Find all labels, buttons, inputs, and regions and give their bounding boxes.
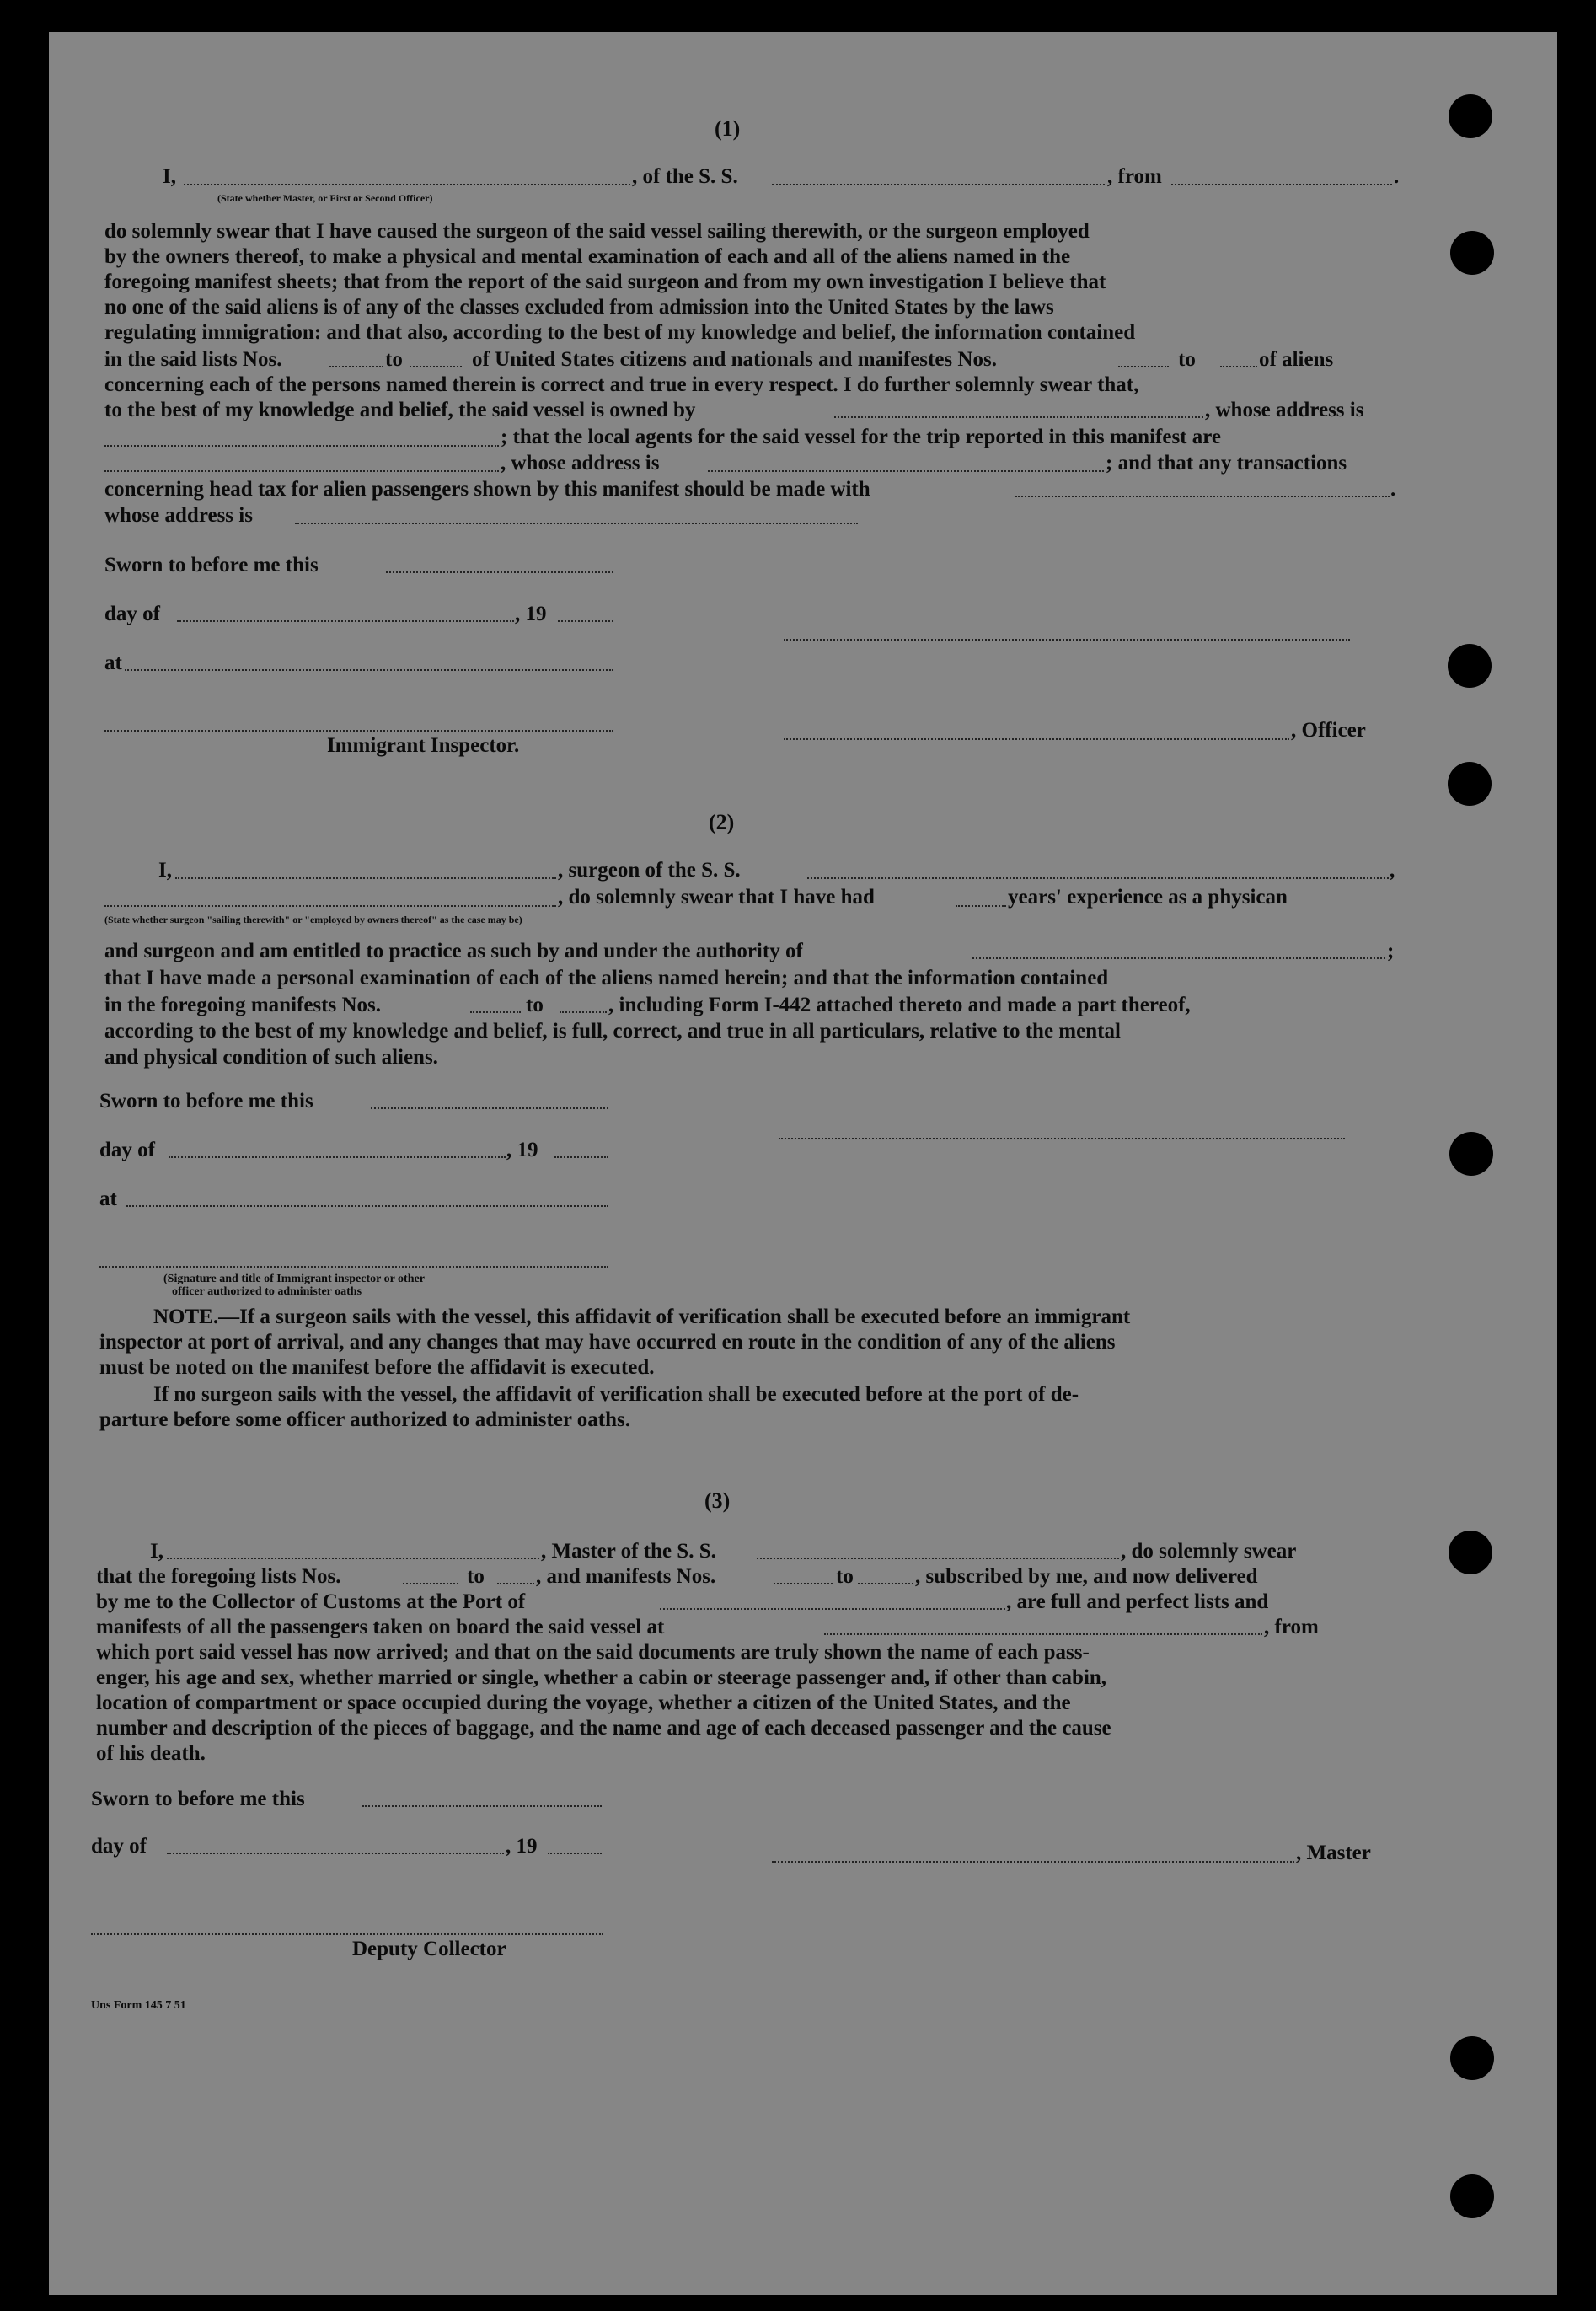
s1-at-label: at	[104, 651, 122, 674]
s1-text-line: whose address is	[104, 504, 253, 527]
s2-years-field[interactable]	[956, 905, 1006, 907]
s1-vessel-field[interactable]	[772, 184, 1105, 185]
punch-hole	[1449, 1531, 1492, 1574]
s3-lists-to-field[interactable]	[497, 1583, 534, 1584]
s3-embark-port-field[interactable]	[824, 1633, 1262, 1635]
s2-text-line: in the foregoing manifests Nos.	[104, 994, 382, 1016]
s2-signature-note: officer authorized to administer oaths	[172, 1285, 362, 1298]
s1-inspector-label: Immigrant Inspector.	[327, 734, 520, 757]
s3-text-line: , and manifests Nos.	[536, 1565, 716, 1588]
s2-sworn-label: Sworn to before me this	[99, 1090, 313, 1113]
s2-year-label: , 19	[506, 1139, 538, 1161]
punch-hole	[1450, 2036, 1494, 2080]
s3-deputy-signature-field[interactable]	[91, 1933, 603, 1935]
s1-text-line: foregoing manifest sheets; that from the report of the said surgeon and from my own investigation I believe that	[104, 271, 1106, 293]
s3-i-label: I,	[150, 1540, 163, 1563]
s2-year-field[interactable]	[554, 1156, 608, 1158]
s3-year-label: , 19	[506, 1835, 538, 1858]
s3-master-signature-field[interactable]	[772, 1861, 1294, 1863]
s2-day-label: day of	[99, 1139, 155, 1161]
s2-text-line: that I have made a personal examination of each of the aliens named herein; and that the information contained	[104, 967, 1109, 989]
s1-address-label: , whose address is	[501, 452, 660, 475]
s2-at-label: at	[99, 1188, 117, 1210]
form-number: Uns Form 145 7 51	[91, 1999, 186, 2012]
s1-text-line: concerning head tax for alien passengers shown by this manifest should be made with	[104, 478, 870, 501]
punch-hole	[1450, 231, 1494, 275]
s1-text-line: in the said lists Nos.	[104, 348, 282, 371]
s2-note-line: If no surgeon sails with the vessel, the affidavit of verification shall be executed before at the port of de-	[153, 1383, 1079, 1406]
s2-sworn-field[interactable]	[371, 1107, 608, 1109]
s1-address-label: , whose address is	[1205, 399, 1364, 421]
s1-period: .	[1390, 478, 1396, 501]
s3-master-sig-label: , Master	[1296, 1842, 1371, 1864]
s2-note-line: parture before some officer authorized to administer oaths.	[99, 1408, 630, 1431]
s1-i-label: I,	[163, 165, 176, 188]
s2-semicolon: ;	[1387, 940, 1395, 962]
section-3-number: (3)	[704, 1488, 731, 1513]
s2-comma: ,	[1390, 859, 1395, 882]
s3-text-line: location of compartment or space occupied during the voyage, whether a citizen of the United States, and the	[96, 1692, 1071, 1714]
s2-note-line: must be noted on the manifest before the affidavit is executed.	[99, 1356, 655, 1379]
s2-manifest-from-field[interactable]	[470, 1011, 521, 1013]
punch-hole	[1448, 762, 1492, 806]
s1-at-field[interactable]	[125, 669, 613, 671]
s2-note-line: NOTE.—If a surgeon sails with the vessel, this affidavit of verification shall be executed before an immigrant	[153, 1306, 1131, 1328]
s2-signature-field[interactable]	[779, 1138, 1345, 1139]
s3-text-line: , subscribed by me, and now delivered	[915, 1565, 1258, 1588]
s3-sworn-label: Sworn to before me this	[91, 1788, 305, 1810]
s1-officer-field[interactable]	[184, 184, 630, 185]
punch-hole	[1448, 644, 1492, 688]
punch-hole	[1449, 1132, 1493, 1176]
s1-text-line: of United States citizens and nationals and manifestes Nos.	[472, 348, 997, 371]
s3-text-line: manifests of all the passengers taken on board the said vessel at	[96, 1616, 665, 1638]
s3-text-line: that the foregoing lists Nos.	[96, 1565, 341, 1588]
s1-agents-address-field[interactable]	[708, 470, 1104, 472]
s3-text-line: enger, his age and sex, whether married or single, whether a cabin or steerage passenger and, if other than cabin,	[96, 1666, 1107, 1689]
s1-officer-label: , Officer	[1291, 719, 1366, 742]
s3-text-line: number and description of the pieces of baggage, and the name and age of each deceased passenger and the cause	[96, 1717, 1111, 1740]
s2-text-line: and physical condition of such aliens.	[104, 1046, 438, 1069]
s2-manifest-to-field[interactable]	[560, 1011, 607, 1013]
s3-day-field[interactable]	[167, 1853, 504, 1854]
s1-owner-field[interactable]	[834, 416, 1203, 418]
s2-surgeon-name-field[interactable]	[175, 877, 556, 879]
s2-text-line: and surgeon and am entitled to practice as such by and under the authority of	[104, 940, 803, 962]
s2-surgeon-label: , surgeon of the S. S.	[558, 859, 741, 882]
s3-text-line: , from	[1264, 1616, 1319, 1638]
s3-port-field[interactable]	[660, 1608, 1005, 1610]
s2-text-line: years' experience as a physican	[1008, 886, 1288, 909]
s1-to-label: to	[385, 348, 403, 371]
form-page	[49, 32, 1557, 2295]
s1-year-field[interactable]	[558, 620, 613, 622]
s2-surgeon-type-field[interactable]	[104, 905, 556, 907]
s3-deputy-label: Deputy Collector	[352, 1938, 506, 1960]
s1-manifest-to-field[interactable]	[1220, 366, 1257, 367]
s1-to-label: to	[1178, 348, 1196, 371]
section-1-number: (1)	[715, 116, 741, 141]
s1-text-line: concerning each of the persons named therein is correct and true in every respect. I do further solemnly swear that,	[104, 373, 1139, 396]
s3-lists-from-field[interactable]	[403, 1583, 458, 1584]
s2-authority-field[interactable]	[972, 957, 1385, 959]
s3-text-line: of his death.	[96, 1742, 206, 1765]
s1-text-line: by the owners thereof, to make a physical and mental examination of each and all of the aliens named in the	[104, 245, 1071, 268]
s3-master-label: , Master of the S. S.	[541, 1540, 716, 1563]
s2-to-label: to	[526, 994, 544, 1016]
s1-agents-field[interactable]	[104, 470, 499, 472]
s1-text-line: to the best of my knowledge and belief, the said vessel is owned by	[104, 399, 696, 421]
s1-from-field[interactable]	[1171, 184, 1392, 185]
s3-manifest-to-field[interactable]	[858, 1583, 913, 1584]
s1-day-field[interactable]	[177, 620, 514, 622]
s3-to-label: to	[836, 1565, 854, 1588]
s1-headtax-address-field[interactable]	[295, 523, 858, 524]
s3-vessel-field[interactable]	[757, 1558, 1119, 1559]
s1-lists-from-field[interactable]	[329, 366, 383, 367]
s1-text-line: no one of the said aliens is of any of the classes excluded from admission into the United States by the laws	[104, 296, 1054, 319]
s2-note-line: inspector at port of arrival, and any changes that may have occurred en route in the condition of any of the aliens	[99, 1331, 1116, 1354]
s1-period: .	[1394, 165, 1400, 188]
section-2-number: (2)	[709, 810, 735, 834]
s1-sworn-field[interactable]	[386, 571, 613, 573]
s1-inspector-field[interactable]	[104, 730, 613, 732]
s1-text-line: of aliens	[1259, 348, 1334, 371]
s2-inspector-signature-field[interactable]	[99, 1266, 608, 1268]
s1-of-ss-label: , of the S. S.	[632, 165, 738, 188]
s1-headtax-field[interactable]	[1015, 496, 1390, 497]
s2-text-line: , do solemnly swear that I have had	[558, 886, 875, 909]
s3-text-line: , do solemnly swear	[1121, 1540, 1297, 1563]
s2-text-line: , including Form I-442 attached thereto and made a part thereof,	[608, 994, 1191, 1016]
s3-sworn-field[interactable]	[362, 1805, 602, 1807]
s1-text-line: ; that the local agents for the said vessel for the trip reported in this manifest are	[501, 426, 1221, 448]
s3-master-name-field[interactable]	[167, 1558, 539, 1559]
s1-text-line: ; and that any transactions	[1106, 452, 1347, 475]
s1-text-line: regulating immigration: and that also, according to the best of my knowledge and belief, the information contained	[104, 321, 1136, 344]
s3-text-line: , are full and perfect lists and	[1006, 1590, 1269, 1613]
punch-hole	[1450, 2174, 1494, 2218]
s1-signature-field[interactable]	[784, 639, 1350, 641]
s2-i-label: I,	[158, 859, 172, 882]
s1-from-label: , from	[1107, 165, 1162, 188]
s3-text-line: which port said vessel has now arrived; and that on the said documents are truly shown the name of each pass-	[96, 1641, 1090, 1664]
s1-lists-to-field[interactable]	[410, 366, 462, 367]
s2-day-field[interactable]	[169, 1156, 506, 1158]
s1-officer-note: (State whether Master, or First or Second Officer)	[217, 192, 433, 204]
s1-year-label: , 19	[515, 603, 547, 625]
s3-text-line: by me to the Collector of Customs at the Port of	[96, 1590, 526, 1613]
s1-officer-signature-field[interactable]	[784, 738, 1289, 740]
s2-signature-note: (Signature and title of Immigrant inspector or other	[163, 1273, 425, 1285]
s1-text-line: do solemnly swear that I have caused the surgeon of the said vessel sailing therewith, or the surgeon employed	[104, 220, 1090, 243]
s3-day-label: day of	[91, 1835, 147, 1858]
s2-surgeon-type-note: (State whether surgeon "sailing therewith" or "employed by owners thereof" as the case may be)	[104, 914, 522, 925]
s1-day-label: day of	[104, 603, 160, 625]
s2-text-line: according to the best of my knowledge and belief, is full, correct, and true in all particulars, relative to the mental	[104, 1020, 1121, 1043]
s3-year-field[interactable]	[548, 1853, 602, 1854]
s3-manifest-from-field[interactable]	[774, 1583, 833, 1584]
s3-to-label: to	[467, 1565, 485, 1588]
s2-at-field[interactable]	[126, 1205, 608, 1207]
punch-hole	[1449, 94, 1492, 138]
s1-sworn-label: Sworn to before me this	[104, 554, 319, 576]
s1-owner-address-field[interactable]	[104, 445, 499, 447]
s1-manifest-from-field[interactable]	[1118, 366, 1169, 367]
s2-vessel-field[interactable]	[807, 877, 1389, 879]
